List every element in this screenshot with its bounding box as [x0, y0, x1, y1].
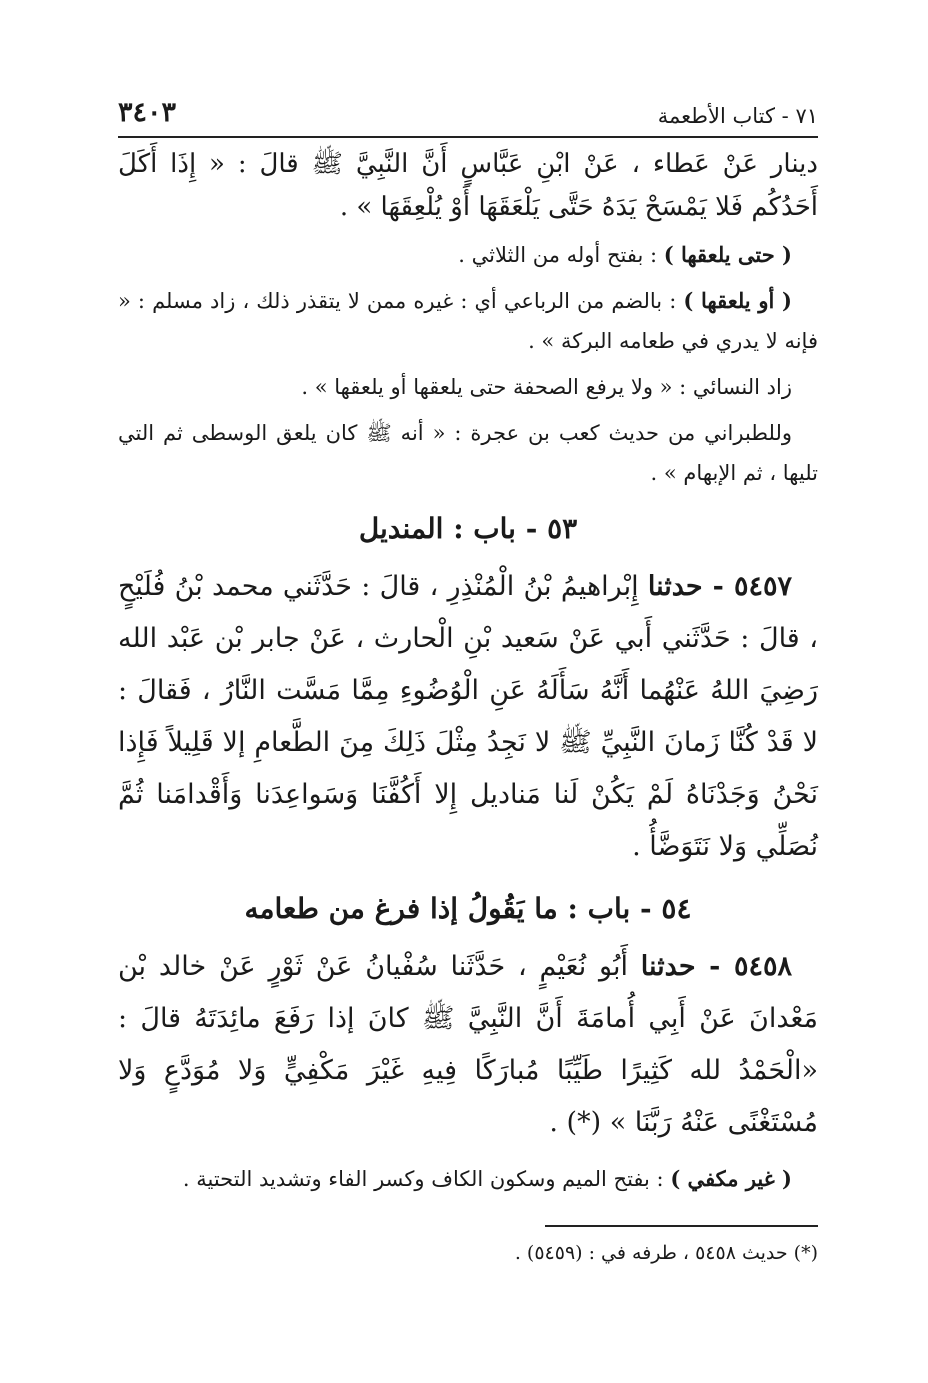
commentary-note: [118, 235, 818, 275]
commentary-note: وللطبراني من حديث كعب بن عجرة : « أنه ﷺ كان يلعق الوسطى ثم التي تليها ، ثم الإبهام » .: [118, 421, 818, 485]
hadith-text: إِبْراهيمُ بْنُ الْمُنْذِرِ ، قالَ : حَدَّثَني محمد بْنُ فُلَيْحٍ ، قالَ : حَدَّثَني أَبي عَنْ سَعيد بْنِ الْحارث ، عَنْ جابر بْن عَبْد الله رَضِيَ اللهُ عَنْهُما أَنَّهُ سَأَلَهُ عَنِ الْوُضُوءِ مِمَّا مَسَّت النَّارُ ، فَقالَ : لا قَدْ كُنَّا زَمانَ النَّبِيِّ ﷺ لا نَجِدُ مِثْلَ ذَلِكَ مِنَ الطَّعامِ إلا قَلِيلاً فَإِذا نَحْنُ وَجَدْنَاهُ لَمْ يَكُنْ لَنا مَناديل إِلا أَكُفَّنَا وَسَواعِدَنا وَأَقْدامَنا ثُمَّ نُصَلِّي وَلا نَتَوَضَّأُ .: [118, 571, 818, 862]
chapter-heading: ٥٤ - باب : ما يَقُولُ إذا فرغ من طعامه: [244, 892, 692, 925]
running-title: ٧١ - كتاب الأطعمة: [657, 104, 818, 128]
footnote: (*) حديث ٥٤٥٨ ، طرفه في : (٥٤٥٩) .: [514, 1242, 818, 1264]
commentary-note: [118, 1159, 818, 1199]
chapter-heading: ٥٣ - باب : المنديل: [358, 512, 578, 545]
note-text: : بالضم من الرباعي أي : غيره ممن لا يتقذر ذلك ، زاد مسلم : « فإنه لا يدري في طعامه البركة » .: [118, 289, 818, 353]
page-header: [118, 88, 818, 128]
page-number: ٣٤٠٣: [118, 97, 177, 128]
hadith-5458: [118, 941, 818, 1149]
commentary-note: [118, 281, 818, 361]
note-term: ( غير مكفي ): [670, 1166, 792, 1191]
note-text: : بفتح أوله من الثلاثي .: [458, 243, 664, 267]
hadith-number: ٥٤٥٨ - حدثنا: [640, 951, 793, 982]
footnote-rule: [545, 1225, 818, 1227]
hadith-text: أَبُو نُعَيْمٍ ، حَدَّثَنا سُفْيانُ عَنْ ثَوْرٍ عَنْ خالد بْن مَعْدانَ عَنْ أَبِي أُمامَةَ أَنَّ النَّبِيَّ ﷺ كانَ إذا رَفَعَ مائِدَتَهُ قالَ : «الْحَمْدُ لله كَثِيرًا طَيِّبًا مُبارَكًا فِيهِ غَيْرَ مَكْفِيٍّ وَلا مُوَدَّعٍ وَلا مُسْتَغْنًى عَنْهُ رَبَّنَا » (*) .: [118, 951, 818, 1138]
note-term: ( أو يلعقها ): [683, 288, 792, 313]
hadith-5457: [118, 561, 818, 873]
header-rule: [118, 136, 818, 138]
note-term: ( حتى يلعقها ): [663, 242, 792, 267]
commentary-note: زاد النسائي : « ولا يرفع الصحفة حتى يلعقها أو يلعقها » .: [301, 375, 792, 399]
page-body: [118, 143, 818, 1199]
hadith-continuation: دينار عَنْ عَطاء ، عَنْ ابْنِ عَبَّاسٍ أَنَّ النَّبِيَّ ﷺ قالَ : « إِذَا أَكَلَ أَحَدُكُم فَلا يَمْسَحْ يَدَهُ حَتَّى يَلْعَقَهَا أَوْ يُلْعِقَهَا » .: [118, 149, 818, 222]
hadith-number: ٥٤٥٧ - حدثنا: [647, 571, 792, 602]
note-text: : بفتح الميم وسكون الكاف وكسر الفاء وتشديد التحتية .: [182, 1167, 671, 1191]
